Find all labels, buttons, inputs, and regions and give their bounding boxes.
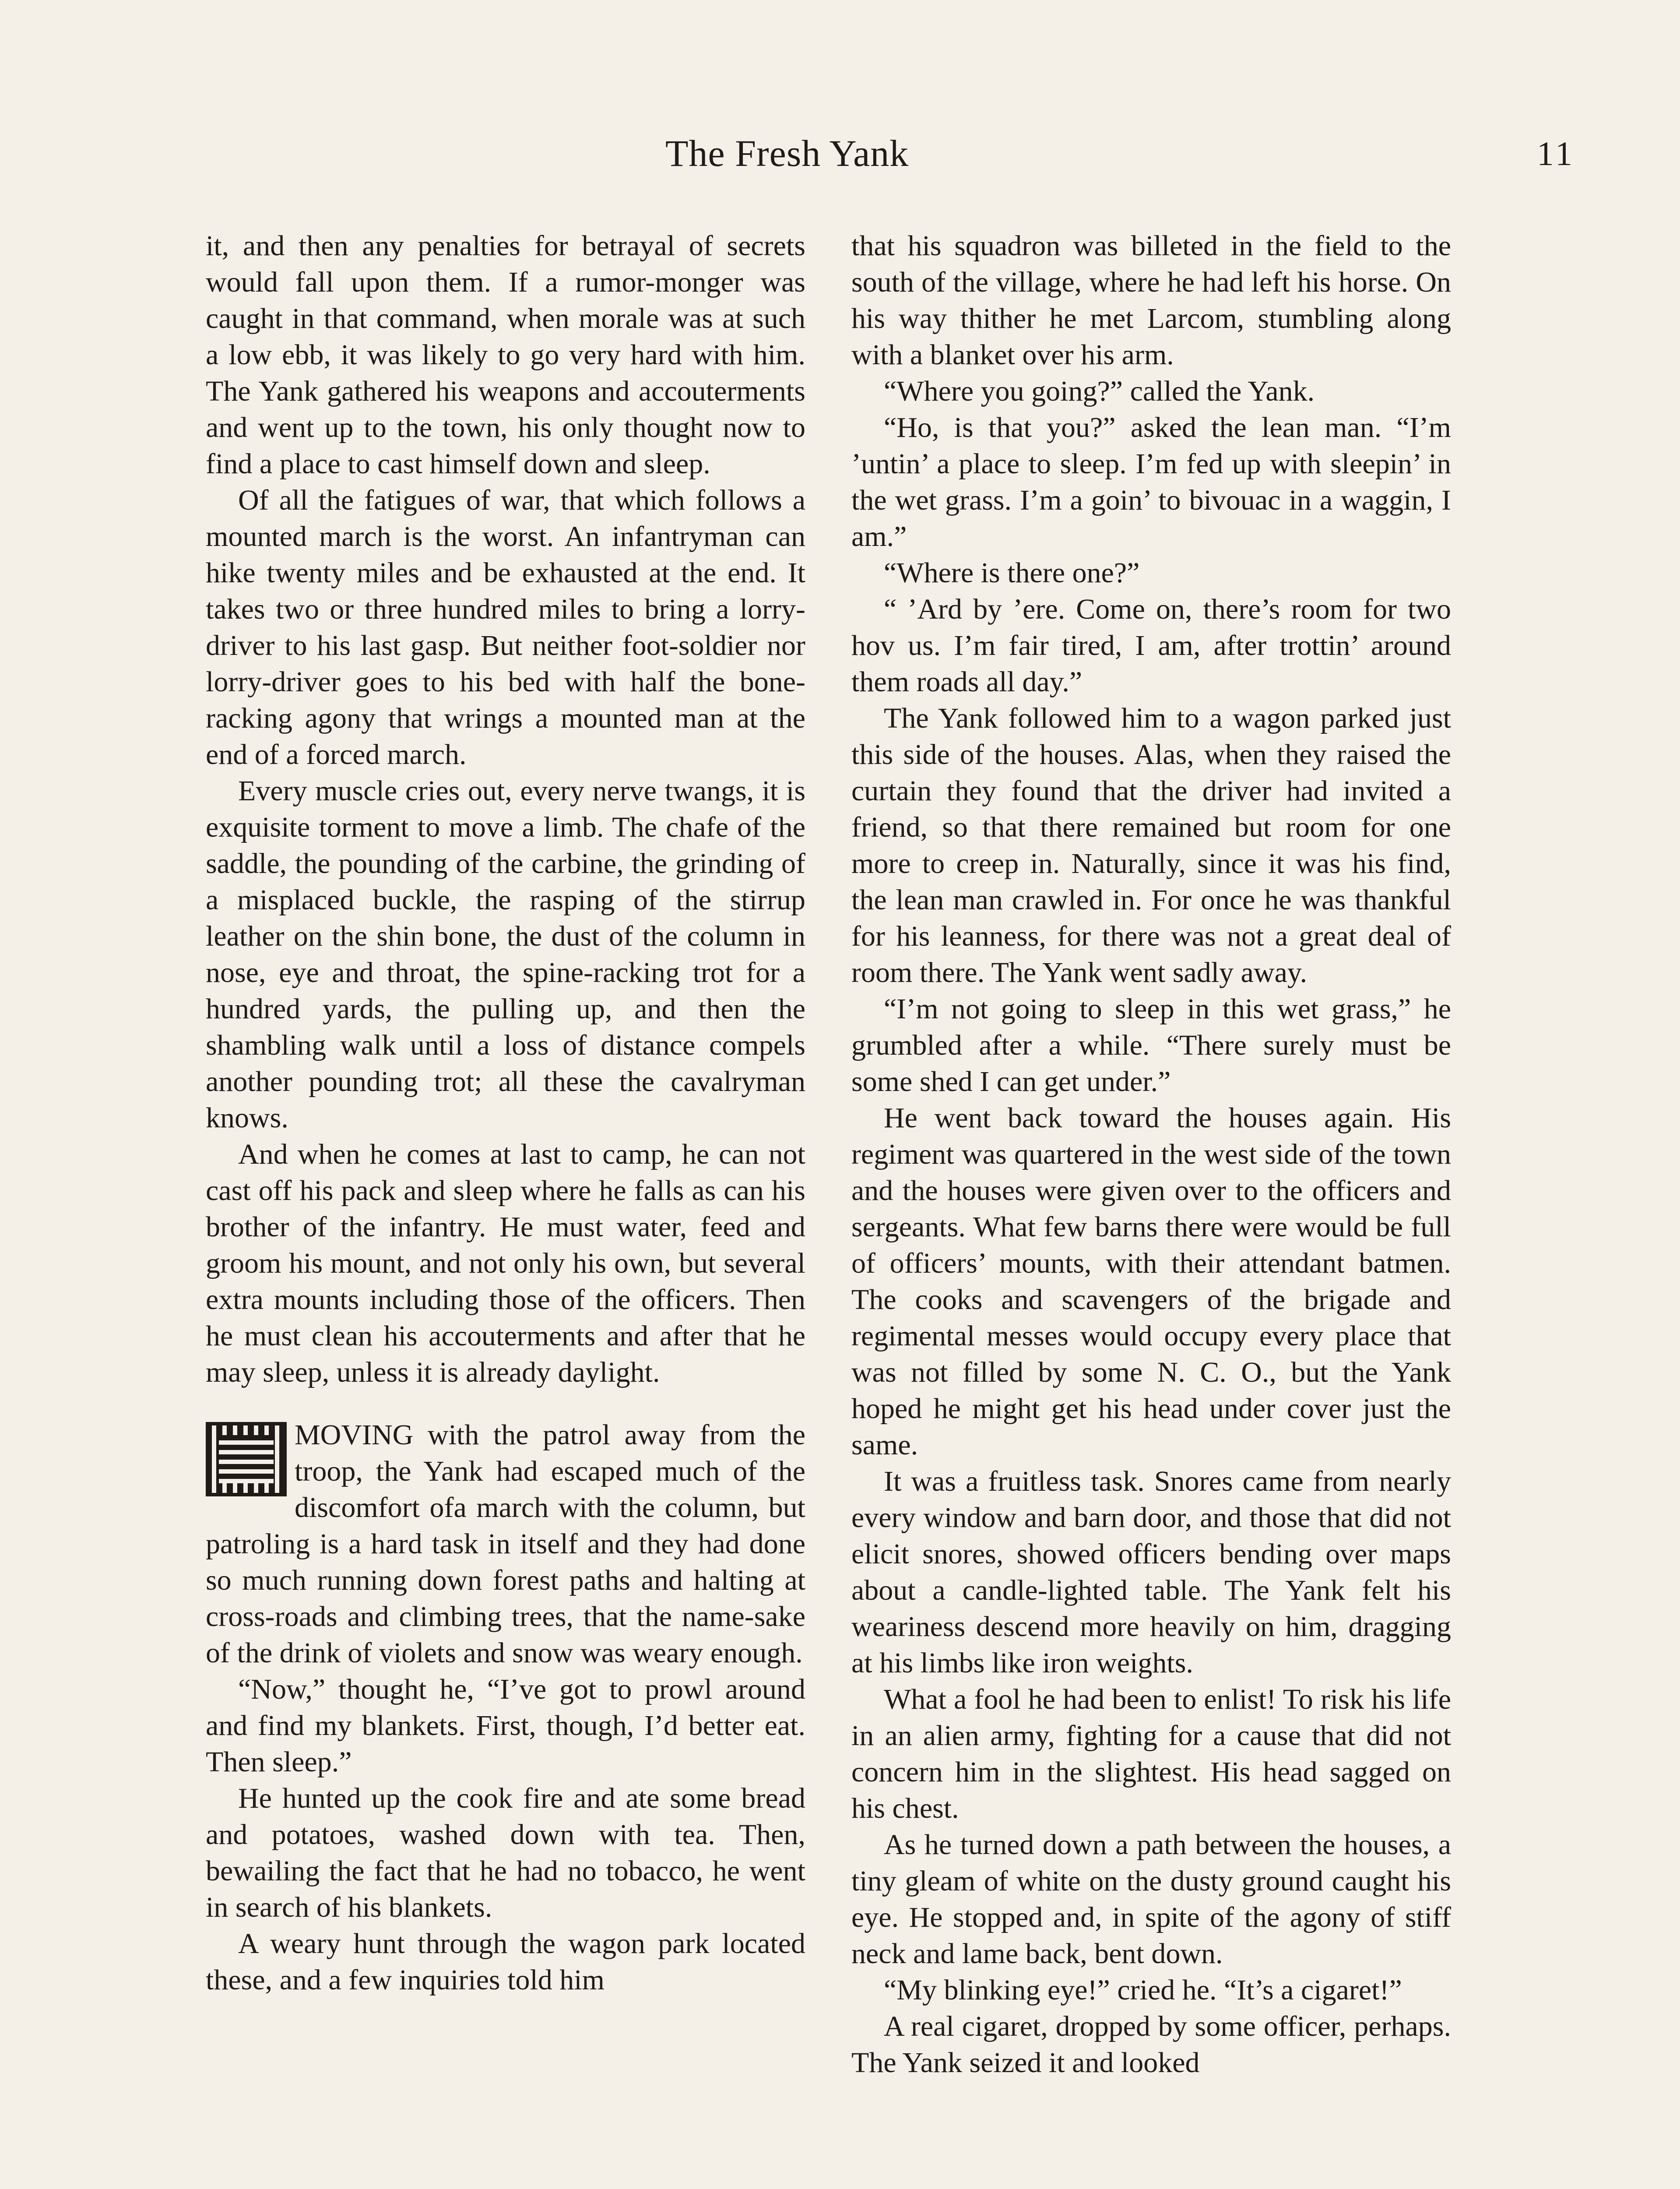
left-column — [206, 228, 805, 1998]
section-opening — [206, 1417, 805, 1671]
paragraph: “ ’Ard by ’ere. Come on, there’s room for two hov us. I’m fair tired, I am, after trottin’ around them roads all day.” — [851, 593, 1451, 698]
paragraph: “Ho, is that you?” asked the lean man. “I’m ’untin’ a place to sleep. I’m fed up with sleepin’ in the wet grass. I’m a goin’ to bivouac in a waggin, I am.” — [851, 412, 1451, 553]
paragraph: “My blinking eye!” cried he. “It’s a cigaret!” — [884, 1974, 1402, 2006]
paragraph: A real cigaret, dropped by some officer, perhaps. The Yank seized it and looked — [851, 2010, 1451, 2079]
paragraph: Of all the fatigues of war, that which follows a mounted march is the worst. An infantryman can hike twenty miles and be exhausted at the end. It takes two or three hundred miles to bring a lorry-driver to his last gasp. But neither foot-soldier nor lorry-driver goes to his bed with half the bone-racking agony that wrings a mounted man at the end of a forced march. — [206, 484, 805, 771]
paragraph: The Yank followed him to a wagon parked just this side of the houses. Alas, when they raised the curtain they found that the driver had invited a friend, so that there remained but room for one more to creep in. Naturally, since it was his find, the lean man crawled in. For once he was thankful for his leanness, for there was not a great deal of room there. The Yank went sadly away. — [851, 702, 1451, 989]
paragraph: What a fool he had been to enlist! To risk his life in an alien army, fighting for a cause that did not concern him in the slightest. His head sagged on his chest. — [851, 1683, 1451, 1824]
paragraph: He went back toward the houses again. His regiment was quartered in the west side of the town and the houses were given over to the officers and sergeants. What few barns there were would be full of officers’ mounts, with their attendant batmen. The cooks and scavengers of the brigade and regimental messes would occupy every place that was not filled by some N. C. O., but the Yank hoped he might get his head under cover just the same. — [851, 1102, 1451, 1461]
page-header — [0, 131, 1680, 184]
paragraph: that his squadron was billeted in the field to the south of the village, where he had left his horse. On his way thither he met Larcom, stumbling along with a blanket over his arm. — [851, 230, 1451, 371]
paragraph: As he turned down a path between the houses, a tiny gleam of white on the dusty ground caught his eye. He stopped and, in spite of the agony of stiff neck and lame back, bent down. — [851, 1829, 1451, 1970]
ornamental-initial-icon — [206, 1422, 287, 1496]
page-number: 11 — [1536, 134, 1575, 172]
paragraph: And when he comes at last to camp, he can not cast off his pack and sleep where he falls as can his brother of the infantry. He must water, feed and groom his mount, and not only his own, but several extra mounts including those of the officers. Then he must clean his accouterments and after that he may sleep, unless it is already daylight. — [206, 1138, 805, 1388]
paragraph: “Where you going?” called the Yank. — [884, 375, 1315, 407]
paragraph: it, and then any penalties for betrayal of secrets would fall upon them. If a rumor-monger was caught in that command, when morale was at such a low ebb, it was likely to go very hard with him. The Yank gathered his weapons and accouterments and went up to the town, his only thought now to find a place to cast himself down and sleep. — [206, 230, 805, 480]
section-opening-paragraph: MOVING with the patrol away from the troop, the Yank had escaped much of the discomfort ofa march with the column, but patroling is a hard task in itself and they had done so much running down forest paths and halting at cross-roads and climbing trees, that the name-sake of the drink of violets and snow was weary enough. — [206, 1419, 805, 1669]
paragraph: “I’m not going to sleep in this wet grass,” he grumbled after a while. “There surely must be some shed I can get under.” — [851, 993, 1451, 1098]
running-title: The Fresh Yank — [665, 132, 909, 174]
paragraph: He hunted up the cook fire and ate some bread and potatoes, washed down with tea. Then, bewailing the fact that he had no tobacco, he went in search of his blankets. — [206, 1782, 805, 1923]
paragraph: A weary hunt through the wagon park located these, and a few inquiries told him — [206, 1928, 805, 1996]
paragraph: It was a fruitless task. Snores came from nearly every window and barn door, and those that did not elicit snores, showed officers bending over maps about a candle-lighted table. The Yank felt his weariness descend more heavily on him, dragging at his limbs like iron weights. — [851, 1465, 1451, 1679]
paragraph: “Now,” thought he, “I’ve got to prowl around and find my blankets. First, though, I’d better eat. Then sleep.” — [206, 1673, 805, 1778]
paragraph: Every muscle cries out, every nerve twangs, it is exquisite torment to move a limb. The chafe of the saddle, the pounding of the carbine, the grinding of a misplaced buckle, the rasping of the stirrup leather on the shin bone, the dust of the column in nose, eye and throat, the spine-racking trot for a hundred yards, the pulling up, and then the shambling walk until a loss of distance compels another pounding trot; all these the cavalryman knows. — [206, 775, 805, 1134]
right-column — [851, 228, 1451, 2081]
paragraph: “Where is there one?” — [884, 557, 1140, 589]
